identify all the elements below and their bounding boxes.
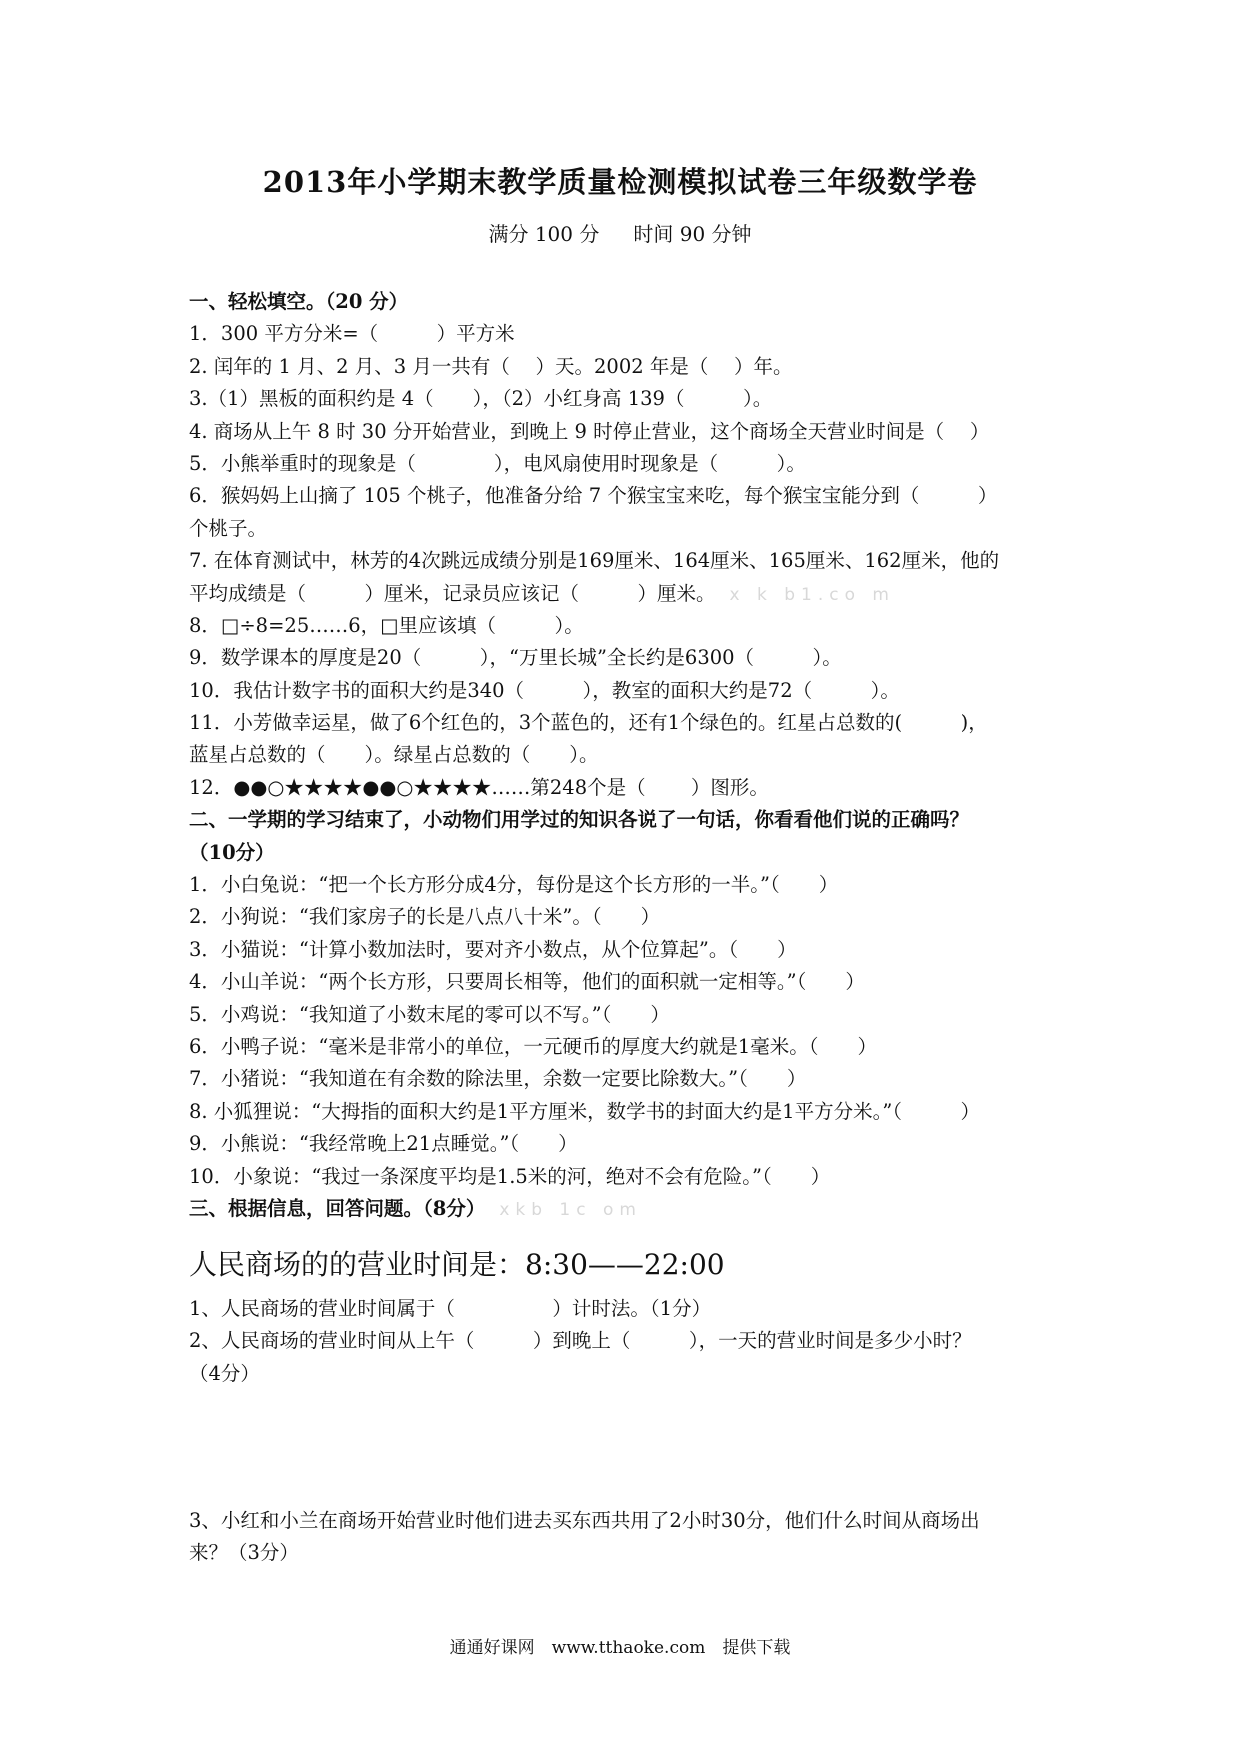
line-text: 11．小芳做幸运星，做了6个红色的，3个蓝色的，还有1个绿色的。红星占总数的( )，	[189, 711, 988, 735]
line-text: 8. 小狐狸说：“大拇指的面积大约是1平方厘米，数学书的封面大约是1平方分米。”（ ）	[189, 1099, 981, 1123]
line-text: 7．小猪说：“我知道在有余数的除法里，余数一定要比除数大。”（ ）	[189, 1067, 807, 1091]
line-text: 三、根据信息，回答问题。（8分）	[189, 1196, 486, 1220]
watermark-text: xkb 1c om	[499, 1199, 642, 1220]
line-text: 1．300 平方分米=（ ）平方米	[189, 322, 515, 346]
section-heading	[189, 804, 1055, 836]
question-line	[189, 642, 1055, 674]
footer-note: 通通好课网 www.tthaoke.com 提供下载	[449, 1638, 791, 1658]
question-line	[189, 448, 1055, 480]
question-line	[189, 1031, 1055, 1063]
line-text: 平均成绩是（ ）厘米，记录员应该记（ ）厘米。	[189, 581, 716, 605]
line-text: 6．小鸭子说：“毫米是非常小的单位，一元硬币的厚度大约就是1毫米。（ ）	[189, 1034, 878, 1058]
line-text: 12．●●○★★★★●●○★★★★……第248个是（ ）图形。	[189, 775, 769, 799]
question-line	[189, 578, 1055, 610]
line-text: 8．□÷8=25……6，□里应该填（ ）。	[189, 613, 584, 637]
line-text: 3．小猫说：“计算小数加法时，要对齐小数点，从个位算起”。（ ）	[189, 937, 797, 961]
question-line	[189, 999, 1055, 1031]
line-text: 9．小熊说：“我经常晚上21点睡觉。”（ ）	[189, 1132, 578, 1156]
question-line	[189, 1505, 1055, 1537]
question-line	[189, 480, 1055, 512]
section-heading	[189, 837, 1055, 869]
watermark-text: x k b1.co m	[729, 584, 895, 605]
line-text: 蓝星占总数的（ ）。绿星占总数的（ ）。	[189, 743, 599, 767]
line-text: 10．我估计数字书的面积大约是340（ ），教室的面积大约是72（ ）。	[189, 678, 900, 702]
question-line	[189, 383, 1055, 415]
line-text: 1、人民商场的营业时间属于（ ）计时法。（1分）	[189, 1297, 712, 1320]
question-line	[189, 1096, 1055, 1128]
line-text: 3.（1）黑板的面积约是 4（ ），（2）小红身高 139（ ）。	[189, 387, 773, 411]
exam-time: 时间 90 分钟	[633, 222, 752, 246]
line-text: 1．小白兔说：“把一个长方形分成4分，每份是这个长方形的一半。”（ ）	[189, 873, 839, 897]
section-heading	[189, 286, 1055, 318]
line-text: （10分）	[189, 840, 275, 864]
business-hours-info: 人民商场的的营业时间是：8:30——22:00	[189, 1248, 725, 1281]
line-text: 2．小狗说：“我们家房子的长是八点八十米”。（ ）	[189, 905, 661, 929]
question-list	[189, 286, 1055, 1225]
section-heading	[189, 1193, 1055, 1225]
question-line	[189, 675, 1055, 707]
line-text: 9．数学课本的厚度是20（ ），“万里长城”全长约是6300（ ）。	[189, 646, 842, 670]
question-line	[189, 901, 1055, 933]
line-text: 4. 商场从上午 8 时 30 分开始营业，到晚上 9 时停止营业，这个商场全天营业时间是（ ）	[189, 419, 990, 443]
line-text: 5．小熊举重时的现象是（ ），电风扇使用时现象是（ ）。	[189, 451, 806, 475]
question-group-b	[189, 1505, 1055, 1570]
line-text: 2、人民商场的营业时间从上午（ ）到晚上（ ），一天的营业时间是多少小时？	[189, 1329, 972, 1353]
line-text: 6．猴妈妈上山摘了 105 个桃子，他准备分给 7 个猴宝宝来吃，每个猴宝宝能分到（ ）	[189, 484, 998, 508]
question-line	[189, 1161, 1055, 1193]
question-line	[189, 351, 1055, 383]
question-line	[189, 869, 1055, 901]
line-text: 2. 闰年的 1 月、2 月、3 月一共有（ ）天。2002 年是（ ）年。	[189, 354, 793, 378]
line-text: 一、轻松填空。（20 分）	[189, 290, 409, 313]
line-text: （4分）	[189, 1361, 260, 1385]
line-text: 5．小鸡说：“我知道了小数末尾的零可以不写。”（ ）	[189, 1002, 670, 1026]
question-line	[189, 1128, 1055, 1160]
question-line	[189, 772, 1055, 804]
question-group-a	[189, 1293, 1055, 1390]
question-line	[189, 513, 1055, 545]
question-line	[189, 318, 1055, 350]
exam-info	[0, 218, 1240, 247]
question-line	[189, 416, 1055, 448]
page-title: 2013年小学期末教学质量检测模拟试卷三年级数学卷	[262, 165, 978, 199]
question-line	[189, 610, 1055, 642]
full-score: 满分 100 分	[488, 222, 600, 246]
line-text: 4．小山羊说：“两个长方形，只要周长相等，他们的面积就一定相等。”（ ）	[189, 970, 865, 994]
line-text: 10．小象说：“我过一条深度平均是1.5米的河，绝对不会有危险。”（ ）	[189, 1164, 831, 1188]
question-line	[189, 739, 1055, 771]
line-text: 二、一学期的学习结束了，小动物们用学过的知识各说了一句话，你看看他们说的正确吗？	[189, 808, 970, 832]
question-line	[189, 545, 1055, 577]
line-text: 7. 在体育测试中，林芳的4次跳远成绩分别是169厘米、164厘米、165厘米、162厘米，他的	[189, 549, 1000, 573]
question-line	[189, 707, 1055, 739]
question-line	[189, 1537, 1055, 1569]
question-line	[189, 966, 1055, 998]
question-line	[189, 1063, 1055, 1095]
question-line	[189, 1293, 1055, 1325]
line-text: 来？（3分）	[189, 1541, 299, 1565]
question-line	[189, 1325, 1055, 1357]
line-text: 个桃子。	[189, 516, 268, 540]
line-text: 3、小红和小兰在商场开始营业时他们进去买东西共用了2小时30分，他们什么时间从商场出	[189, 1509, 980, 1532]
question-line	[189, 934, 1055, 966]
question-line	[189, 1358, 1055, 1390]
